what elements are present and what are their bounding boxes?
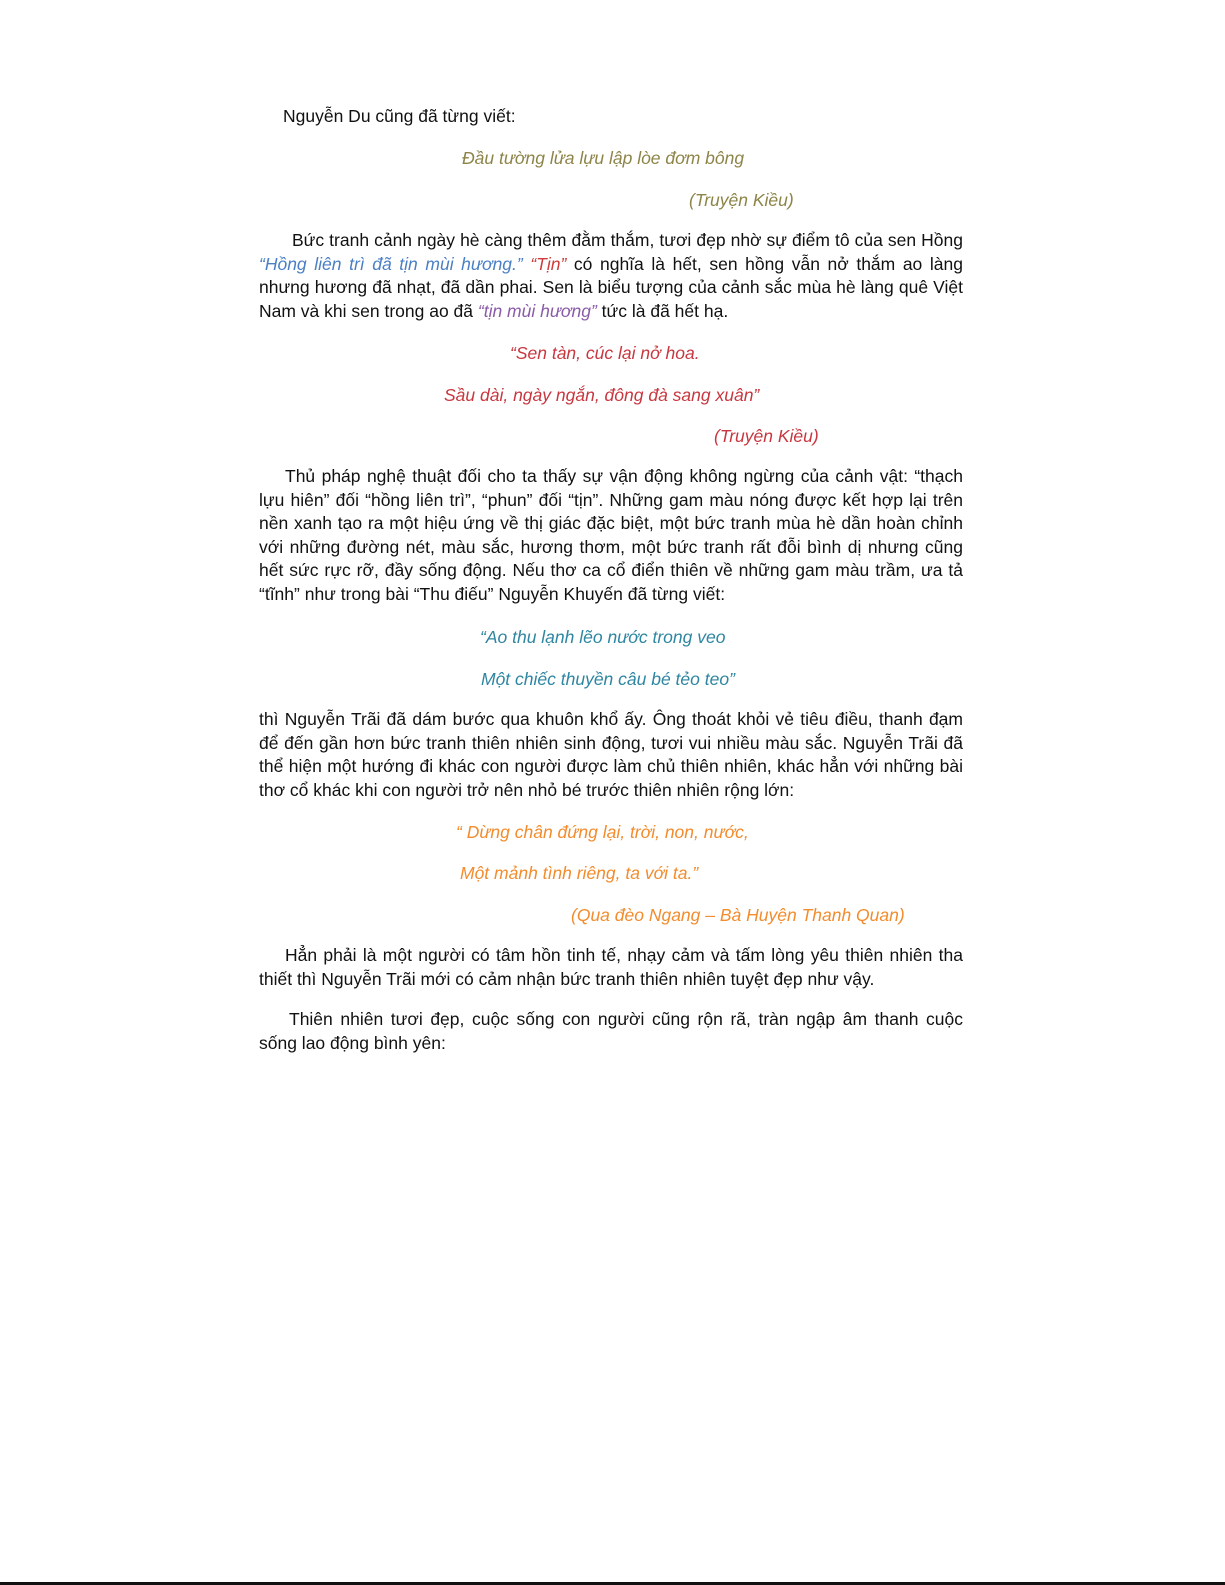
para2-text1: Bức tranh cảnh ngày hè càng thêm đằm thắm, tươi đẹp nhờ sự điểm tô của sen Hồng [292, 230, 963, 250]
intro-line: Nguyễn Du cũng đã từng viết: [283, 106, 516, 126]
verse1-source: (Truyện Kiều) [689, 190, 794, 210]
paragraph-nguyen-trai: thì Nguyễn Trãi đã dám bước qua khuôn khổ ấy. Ông thoát khỏi vẻ tiêu điều, thanh đạm để đến gần hơn bức tranh thiên nhiên sinh động, tươi vui nhiều màu sắc. Nguyễn Trãi đã thể hiện một hướng đi khác con người được làm chủ thiên nhiên, khác hẳn với những bài thơ cổ khác khi con người trở nên nhỏ bé trước thiên nhiên rộng lớn: [259, 709, 963, 800]
para2-text3: tức là đã hết hạ. [596, 300, 729, 321]
paragraph-thien-nhien: Thiên nhiên tươi đẹp, cuộc sống con người cũng rộn rã, tràn ngập âm thanh cuộc sống lao động bình yên: [259, 1009, 963, 1053]
verse3-line1: “Ao thu lạnh lẽo nước trong veo [480, 627, 726, 647]
verse2-line2: Sầu dài, ngày ngắn, đông đà sang xuân” [444, 385, 760, 405]
verse2-line1: “Sen tàn, cúc lại nở hoa. [510, 343, 700, 363]
verse1-line1: Đầu tường lửa lựu lập lòe đơm bông [462, 148, 745, 168]
paragraph-sen-hong [259, 229, 963, 323]
quote-hong-lien-tri: “Hồng liên trì đã tịn mùi hương.” [259, 253, 523, 274]
paragraph-han-phai: Hẳn phải là một người có tâm hồn tinh tế, nhạy cảm và tấm lòng yêu thiên nhiên tha thiết thì Nguyễn Trãi mới có cảm nhận bức tranh thiên nhiên tuyệt đẹp như vậy. [259, 945, 963, 989]
verse4-line1: “ Dừng chân đứng lại, trời, non, nước, [456, 822, 749, 842]
para2-text2: có nghĩa là hết, sen hồng vẫn nở thắm ao làng nhưng hương đã nhạt, đã dần phai. Sen là biểu tượng của cảnh sắc mùa hè làng quê Việt Nam và khi sen trong ao đã [259, 253, 963, 321]
verse4-source: (Qua đèo Ngang – Bà Huyện Thanh Quan) [571, 905, 905, 925]
verse2-source: (Truyện Kiều) [714, 426, 819, 446]
paragraph-thu-phap: Thủ pháp nghệ thuật đối cho ta thấy sự vận động không ngừng của cảnh vật: “thạch lựu hiên” đối “hồng liên trì”, “phun” đối “tịn”. Những gam màu nóng được kết hợp lại trên nền xanh tạo ra một hiệu ứng về thị giác đặc biệt, một bức tranh mùa hè dần hoàn chỉnh với những đường nét, màu sắc, hương thơm, một bức tranh rất đỗi bình dị nhưng cũng hết sức rực rỡ, đầy sống động. Nếu thơ ca cổ điển thiên về những gam màu trầm, ưa tả “tĩnh” như trong bài “Thu điếu” Nguyễn Khuyến đã từng viết: [259, 466, 963, 604]
document-page [259, 0, 963, 1585]
quote-tin-mui-huong: “tịn mùi hương” [477, 300, 597, 321]
verse4-line2: Một mảnh tình riêng, ta với ta.” [460, 863, 699, 883]
quote-tin: “Tịn” [530, 253, 567, 274]
verse3-line2: Một chiếc thuyền câu bé tẻo teo” [481, 669, 735, 689]
